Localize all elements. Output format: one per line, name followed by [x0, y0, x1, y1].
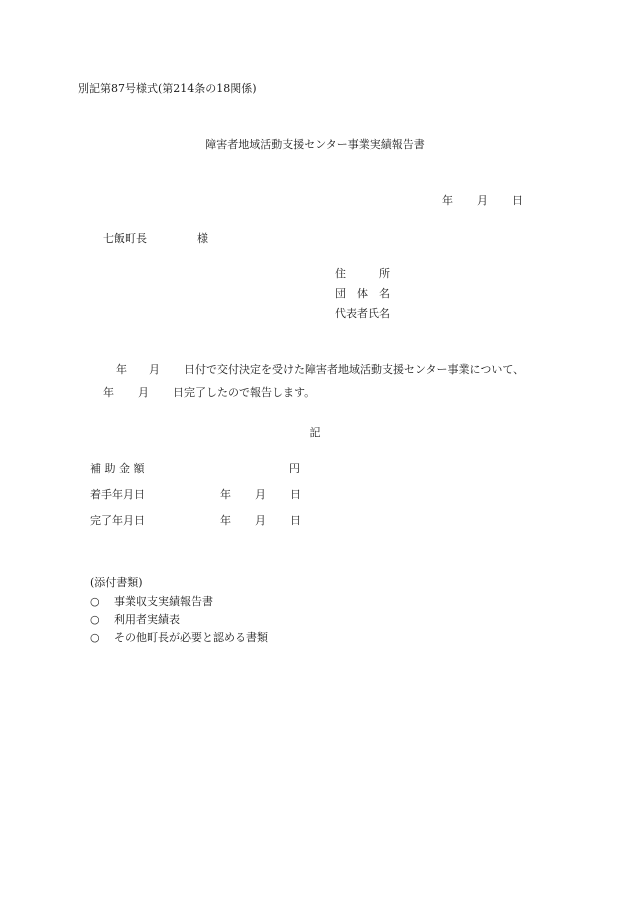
applicant-address-label: 住 所 — [335, 267, 390, 280]
subsidy-unit: 円 — [289, 462, 300, 475]
body-line1-month: 月 — [149, 363, 160, 376]
applicant-organization-label: 団 体 名 — [335, 287, 390, 300]
body-line2-text: 日完了したので報告します。 — [173, 386, 316, 399]
date-year: 年 — [442, 194, 453, 207]
applicant-representative-label: 代表者氏名 — [335, 307, 390, 320]
complete-date-label: 完了年月日 — [90, 514, 145, 527]
start-date-label: 着手年月日 — [90, 488, 145, 501]
addressee-name: 七飯町長 — [103, 232, 147, 245]
attachments-heading: (添付書類) — [90, 576, 143, 589]
form-number: 別記第87号様式(第214条の18関係) — [78, 82, 257, 95]
body-line1-text: 日付で交付決定を受けた障害者地域活動支援センター事業について、 — [184, 363, 525, 376]
document-title: 障害者地域活動支援センター事業実績報告書 — [205, 138, 425, 151]
addressee-honorific: 様 — [197, 232, 208, 245]
start-date-month: 月 — [255, 488, 266, 501]
subsidy-label: 補 助 金 額 — [90, 462, 145, 475]
complete-date-month: 月 — [255, 514, 266, 527]
complete-date-day: 日 — [290, 514, 301, 527]
date-day: 日 — [512, 194, 523, 207]
start-date-day: 日 — [290, 488, 301, 501]
body-line2-year: 年 — [103, 386, 114, 399]
attachment-bullet-icon: ○ — [90, 595, 100, 608]
start-date-year: 年 — [220, 488, 231, 501]
attachment-item: 事業収支実績報告書 — [114, 595, 213, 608]
body-line2-month: 月 — [138, 386, 149, 399]
attachment-item: 利用者実績表 — [114, 613, 180, 626]
ki-heading: 記 — [309, 426, 321, 439]
complete-date-year: 年 — [220, 514, 231, 527]
body-line1-year: 年 — [116, 363, 127, 376]
attachment-bullet-icon: ○ — [90, 631, 100, 644]
attachment-item: その他町長が必要と認める書類 — [114, 631, 268, 644]
attachment-bullet-icon: ○ — [90, 613, 100, 626]
date-month: 月 — [477, 194, 488, 207]
